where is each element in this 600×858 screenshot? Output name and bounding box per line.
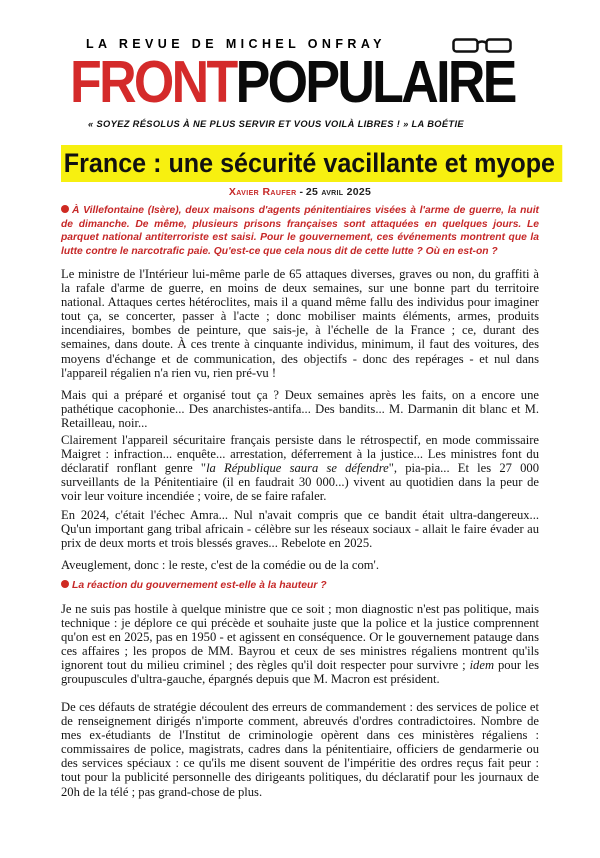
paragraph-3-end: ", pia-pia... Et les 27 000 surveillants de la Pénitentiaire (il en faudrait 30 000...) vivent au quotidien dans la peur de voir leur voiture incendiée ; voire, de se faire rafaler. <box>61 461 539 504</box>
article-headline: France : une sécurité vacillante et myope <box>61 145 562 182</box>
paragraph-6 <box>61 602 539 687</box>
logo <box>70 49 515 115</box>
logo-populaire: POPULAIRE <box>235 49 515 115</box>
paragraph-6-end: pour les groupuscules d'ultra-gauche, épargnés depuis que M. Macron est président. <box>61 658 539 687</box>
paragraph-3-quote: la République saura se défendre <box>206 461 389 476</box>
lead-text: À Villefontaine (Isère), deux maisons d'agents pénitentiaires visées à l'arme de guerre, la nuit de dimanche. De même, plusieurs prisons françaises sont attaquées en quelques jours. Le parquet national antiterroriste est saisi. Pour le gouvernement, ces événements montrent que la lutte contre le narcotrafic paie. Qu'est-ce que cela nous dit de cette lutte ? Où en est-on ? <box>61 205 539 257</box>
headline-container <box>61 145 556 183</box>
masthead-kicker: LA REVUE DE MICHEL ONFRAY <box>86 37 386 51</box>
subhead-text: La réaction du gouvernement est-elle à la hauteur ? <box>72 580 327 591</box>
paragraph-6-start: Je ne suis pas hostile à quelque ministre que ce soit ; mon diagnostic n'est pas politique, mais technique : je déplore ce qui précède et souhaite juste que la police et la justice comprennent qu'on est en 2025, pas en 1950 - et agissent en conséquence. Or le gouvernement patauge dans ces affaires ; les propos de MM. Bayrou et ceux de ses ministres régaliens montrent qu'ils ignorent tout du milieu criminel ; des règles qu'il doit respecter pour survivre ; <box>61 602 539 673</box>
paragraph-7: De ces défauts de stratégie découlent des erreurs de commandement : des services de police et de renseignement dirigés n'importe comment, abreuvés d'ordres contradictoires. Nombre de mes ex-étudiants de l'Institut de criminologie opèrent dans ces ministères régaliens : commissaires de police, magistrats, cadres dans la pénitentiaire, officiers de gendarmerie ou des services spéciaux : ce qu'ils me disent souvent de l'impéritie des ordres reçus fait peur : tout pour la publicité personnelle des dirigeants politiques, du déclaratif pour les journaux de 20h de la télé ; pas grand-chose de plus. <box>61 700 539 799</box>
red-dot-icon <box>61 205 69 213</box>
byline-separator: - <box>296 186 306 198</box>
red-dot-icon <box>61 580 69 588</box>
masthead-tagline: « SOYEZ RÉSOLUS À NE PLUS SERVIR ET VOUS VOILÀ LIBRES ! » LA BOÉTIE <box>88 119 464 129</box>
paragraph-4: En 2024, c'était l'échec Amra... Nul n'avait compris que ce bandit était ultra-dangereux... Qu'un important gang tribal africain - célèbre sur les réseaux sociaux - allait le faire évader au prix de deux morts et trois blessés graves... Rebelote en 2025. <box>61 508 539 551</box>
publish-date: 25 avril 2025 <box>305 186 372 198</box>
article-lead <box>61 204 539 258</box>
paragraph-6-idem: idem <box>469 658 495 673</box>
byline <box>0 186 600 198</box>
paragraph-1: Le ministre de l'Intérieur lui-même parle de 65 attaques diverses, graves ou non, du graffiti à la rafale d'arme de guerre, en moins de deux semaines, sur une bonne part du territoire national. Attaques certes hétéroclites, mais il a quand même fallu des individus pour imaginer tout ça, se concerter, passer à l'acte ; donc mobiliser maints éléments, armes, produits incendiaires, bombes de peinture, que sais-je, à l'échelle de la France ; ce, durant des semaines, dans doute. À ces trente à cinquante individus, minimum, il faut des voitures, des moyens d'échange et de communication, des objectifs - donc des repérages - et nul dans l'appareil régalien n'a rien vu, rien pré-vu ! <box>61 267 539 380</box>
paragraph-3-start: Clairement l'appareil sécuritaire français persiste dans le rétrospectif, en mode commissaire Maigret : infraction... enquête... arrestation, déferrement à la justice... Les ministres font du déclaratif ronflant genre " <box>61 433 539 476</box>
section-subhead <box>61 580 539 591</box>
paragraph-3 <box>61 433 539 503</box>
paragraph-2: Mais qui a préparé et organisé tout ça ? Deux semaines après les faits, on a encore une pathétique cacophonie... Des anarchistes-antifa... Des bandits... M. Darmanin dit blanc et M. Retailleau, noir... <box>61 388 539 431</box>
logo-front: FRONT <box>70 49 236 115</box>
masthead <box>0 0 600 142</box>
paragraph-5: Aveuglement, donc : le reste, c'est de la comédie ou de la com'. <box>61 558 379 572</box>
author-name[interactable]: Xavier Raufer <box>228 186 297 198</box>
